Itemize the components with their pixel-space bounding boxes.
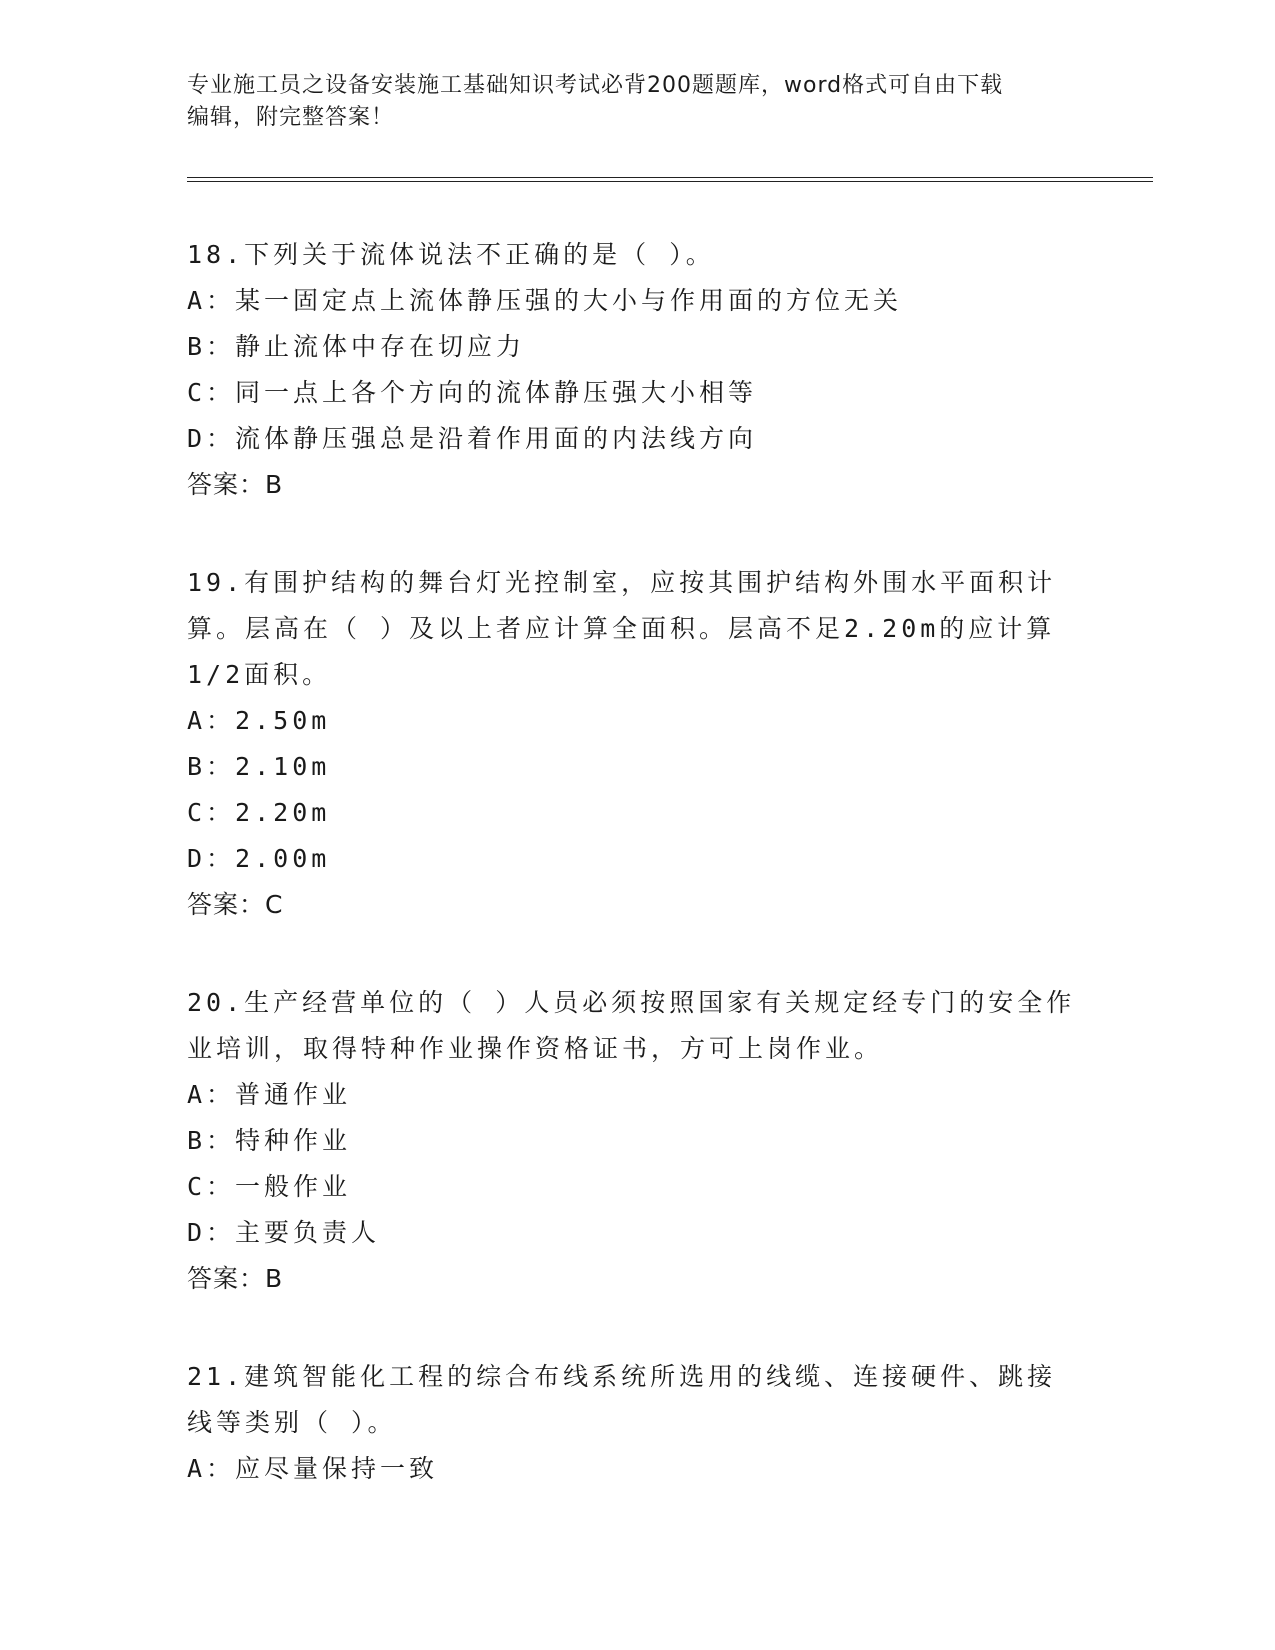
question-18 xyxy=(187,232,1077,508)
header-line-2: 编辑，附完整答案！ xyxy=(187,105,395,130)
option-c: C：一般作业 xyxy=(187,1172,352,1201)
option-a: A：普通作业 xyxy=(187,1080,352,1109)
option-a: A：应尽量保持一致 xyxy=(187,1454,439,1483)
question-20 xyxy=(187,980,1077,1302)
option-c: C：2.20m xyxy=(187,798,331,827)
option-a: A：2.50m xyxy=(187,706,331,735)
option-b: B：特种作业 xyxy=(187,1126,352,1155)
question-21 xyxy=(187,1354,1077,1492)
option-b: B：静止流体中存在切应力 xyxy=(187,332,526,361)
question-text: 20.生产经营单位的（ ）人员必须按照国家有关规定经专门的安全作业培训，取得特种作业操作资格证书，方可上岗作业。 xyxy=(187,988,1076,1063)
answer-line: 答案：C xyxy=(187,890,284,919)
header-line-1: 专业施工员之设备安装施工基础知识考试必背200题题库，word格式可自由下载 xyxy=(187,73,1004,98)
answer-line: 答案：B xyxy=(187,470,284,499)
question-19 xyxy=(187,560,1077,928)
header-divider-top xyxy=(187,177,1153,178)
option-a: A：某一固定点上流体静压强的大小与作用面的方位无关 xyxy=(187,286,903,315)
header-divider-bottom xyxy=(187,181,1153,182)
option-b: B：2.10m xyxy=(187,752,331,781)
option-c: C：同一点上各个方向的流体静压强大小相等 xyxy=(187,378,758,407)
option-d: D：流体静压强总是沿着作用面的内法线方向 xyxy=(187,424,758,453)
question-text: 18.下列关于流体说法不正确的是（ ）。 xyxy=(187,240,715,269)
question-text: 19.有围护结构的舞台灯光控制室，应按其围护结构外围水平面积计算。层高在（ ）及以上者应计算全面积。层高不足2.20m的应计算1/2面积。 xyxy=(187,568,1057,689)
option-d: D：2.00m xyxy=(187,844,331,873)
question-text: 21.建筑智能化工程的综合布线系统所选用的线缆、连接硬件、跳接线等类别（ ）。 xyxy=(187,1362,1057,1437)
document-header xyxy=(187,70,1067,134)
question-list xyxy=(187,232,1077,1544)
option-d: D：主要负责人 xyxy=(187,1218,381,1247)
answer-line: 答案：B xyxy=(187,1264,284,1293)
